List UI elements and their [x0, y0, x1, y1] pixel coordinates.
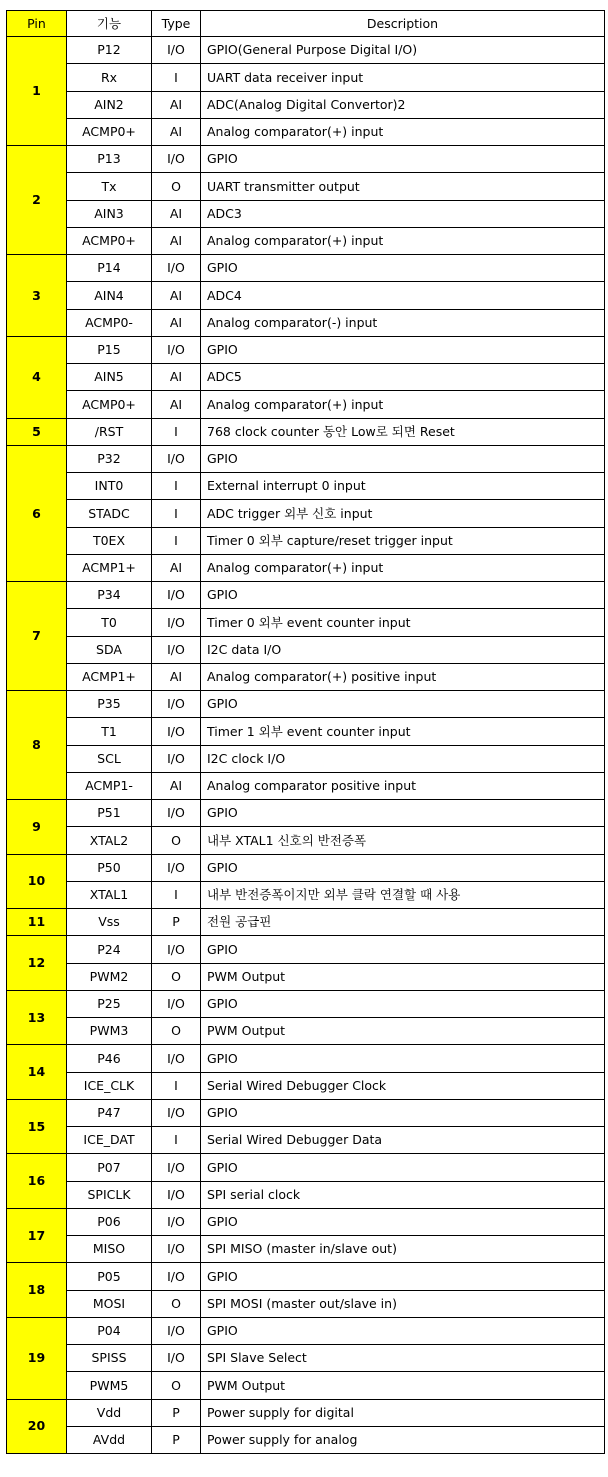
- description-cell: Serial Wired Debugger Clock: [201, 1072, 605, 1099]
- table-row: [7, 473, 605, 500]
- type-cell: P: [152, 909, 201, 936]
- table-row: [7, 1263, 605, 1290]
- description-cell: SPI MOSI (master out/slave in): [201, 1290, 605, 1317]
- table-row: [7, 227, 605, 254]
- description-cell: 내부 XTAL1 신호의 반전증폭: [201, 827, 605, 854]
- type-cell: P: [152, 1426, 201, 1453]
- function-cell: PWM3: [67, 1018, 152, 1045]
- description-cell: Analog comparator(+) input: [201, 554, 605, 581]
- function-cell: Rx: [67, 64, 152, 91]
- table-row: [7, 636, 605, 663]
- type-cell: I/O: [152, 936, 201, 963]
- table-row: [7, 800, 605, 827]
- type-cell: AI: [152, 364, 201, 391]
- table-row: [7, 1127, 605, 1154]
- table-row: [7, 255, 605, 282]
- function-cell: P13: [67, 146, 152, 173]
- function-cell: SDA: [67, 636, 152, 663]
- pin-number-cell: 3: [7, 255, 67, 337]
- header-type: Type: [152, 11, 201, 37]
- description-cell: Timer 0 외부 event counter input: [201, 609, 605, 636]
- description-cell: ADC trigger 외부 신호 input: [201, 500, 605, 527]
- pin-number-cell: 2: [7, 146, 67, 255]
- type-cell: I/O: [152, 636, 201, 663]
- function-cell: AIN5: [67, 364, 152, 391]
- type-cell: I: [152, 64, 201, 91]
- function-cell: STADC: [67, 500, 152, 527]
- type-cell: O: [152, 963, 201, 990]
- table-row: [7, 963, 605, 990]
- type-cell: O: [152, 827, 201, 854]
- type-cell: I/O: [152, 1263, 201, 1290]
- function-cell: Tx: [67, 173, 152, 200]
- type-cell: O: [152, 1372, 201, 1399]
- type-cell: I/O: [152, 1345, 201, 1372]
- description-cell: Analog comparator(+) input: [201, 391, 605, 418]
- type-cell: I/O: [152, 37, 201, 64]
- table-row: [7, 1181, 605, 1208]
- type-cell: I/O: [152, 1317, 201, 1344]
- function-cell: P07: [67, 1154, 152, 1181]
- pin-number-cell: 8: [7, 691, 67, 800]
- header-row: [7, 11, 605, 37]
- table-row: [7, 282, 605, 309]
- type-cell: AI: [152, 118, 201, 145]
- table-row: [7, 663, 605, 690]
- table-row: [7, 200, 605, 227]
- table-row: [7, 1072, 605, 1099]
- function-cell: P14: [67, 255, 152, 282]
- description-cell: Power supply for analog: [201, 1426, 605, 1453]
- header-description: Description: [201, 11, 605, 37]
- function-cell: INT0: [67, 473, 152, 500]
- table-row: [7, 827, 605, 854]
- table-row: [7, 445, 605, 472]
- description-cell: PWM Output: [201, 963, 605, 990]
- description-cell: 전원 공급핀: [201, 909, 605, 936]
- description-cell: GPIO: [201, 1263, 605, 1290]
- function-cell: P46: [67, 1045, 152, 1072]
- type-cell: AI: [152, 309, 201, 336]
- description-cell: GPIO: [201, 146, 605, 173]
- function-cell: ACMP1-: [67, 772, 152, 799]
- table-row: [7, 1426, 605, 1453]
- function-cell: SPICLK: [67, 1181, 152, 1208]
- pin-number-cell: 16: [7, 1154, 67, 1209]
- description-cell: GPIO: [201, 336, 605, 363]
- description-cell: Analog comparator(+) input: [201, 118, 605, 145]
- table-row: [7, 309, 605, 336]
- type-cell: I/O: [152, 718, 201, 745]
- description-cell: GPIO: [201, 1317, 605, 1344]
- table-row: [7, 1045, 605, 1072]
- table-row: [7, 1345, 605, 1372]
- description-cell: 768 clock counter 동안 Low로 되면 Reset: [201, 418, 605, 445]
- table-row: [7, 391, 605, 418]
- description-cell: GPIO: [201, 936, 605, 963]
- description-cell: ADC(Analog Digital Convertor)2: [201, 91, 605, 118]
- function-cell: PWM2: [67, 963, 152, 990]
- function-cell: XTAL2: [67, 827, 152, 854]
- pin-number-cell: 18: [7, 1263, 67, 1318]
- pin-number-cell: 19: [7, 1317, 67, 1399]
- table-row: [7, 936, 605, 963]
- type-cell: I/O: [152, 1154, 201, 1181]
- function-cell: ICE_DAT: [67, 1127, 152, 1154]
- description-cell: GPIO: [201, 990, 605, 1017]
- function-cell: ICE_CLK: [67, 1072, 152, 1099]
- header-function: 기능: [67, 11, 152, 37]
- type-cell: AI: [152, 200, 201, 227]
- type-cell: I/O: [152, 1181, 201, 1208]
- description-cell: Timer 0 외부 capture/reset trigger input: [201, 527, 605, 554]
- function-cell: P34: [67, 582, 152, 609]
- description-cell: I2C clock I/O: [201, 745, 605, 772]
- description-cell: Analog comparator(+) positive input: [201, 663, 605, 690]
- description-cell: ADC5: [201, 364, 605, 391]
- function-cell: T1: [67, 718, 152, 745]
- table-row: [7, 1018, 605, 1045]
- function-cell: ACMP0-: [67, 309, 152, 336]
- pin-number-cell: 17: [7, 1208, 67, 1263]
- type-cell: AI: [152, 391, 201, 418]
- function-cell: P24: [67, 936, 152, 963]
- table-row: [7, 609, 605, 636]
- table-row: [7, 1208, 605, 1235]
- type-cell: I/O: [152, 1099, 201, 1126]
- type-cell: I/O: [152, 255, 201, 282]
- pin-number-cell: 7: [7, 582, 67, 691]
- table-row: [7, 1372, 605, 1399]
- function-cell: SPISS: [67, 1345, 152, 1372]
- function-cell: P35: [67, 691, 152, 718]
- type-cell: I/O: [152, 609, 201, 636]
- table-row: [7, 146, 605, 173]
- type-cell: AI: [152, 91, 201, 118]
- table-row: [7, 1290, 605, 1317]
- table-row: [7, 582, 605, 609]
- description-cell: GPIO: [201, 1099, 605, 1126]
- function-cell: P06: [67, 1208, 152, 1235]
- type-cell: I/O: [152, 1208, 201, 1235]
- description-cell: GPIO: [201, 1208, 605, 1235]
- function-cell: MOSI: [67, 1290, 152, 1317]
- table-row: [7, 500, 605, 527]
- description-cell: I2C data I/O: [201, 636, 605, 663]
- description-cell: Power supply for digital: [201, 1399, 605, 1426]
- pin-number-cell: 20: [7, 1399, 67, 1454]
- function-cell: XTAL1: [67, 881, 152, 908]
- function-cell: P47: [67, 1099, 152, 1126]
- type-cell: I/O: [152, 745, 201, 772]
- description-cell: SPI Slave Select: [201, 1345, 605, 1372]
- pin-number-cell: 10: [7, 854, 67, 909]
- function-cell: P05: [67, 1263, 152, 1290]
- description-cell: Analog comparator(+) input: [201, 227, 605, 254]
- function-cell: ACMP0+: [67, 118, 152, 145]
- type-cell: O: [152, 1018, 201, 1045]
- type-cell: I: [152, 500, 201, 527]
- type-cell: P: [152, 1399, 201, 1426]
- description-cell: UART transmitter output: [201, 173, 605, 200]
- table-row: [7, 745, 605, 772]
- table-row: [7, 173, 605, 200]
- table-row: [7, 990, 605, 1017]
- table-row: [7, 718, 605, 745]
- type-cell: AI: [152, 663, 201, 690]
- description-cell: Serial Wired Debugger Data: [201, 1127, 605, 1154]
- description-cell: GPIO: [201, 445, 605, 472]
- pin-number-cell: 4: [7, 336, 67, 418]
- description-cell: SPI serial clock: [201, 1181, 605, 1208]
- description-cell: GPIO: [201, 1045, 605, 1072]
- type-cell: I/O: [152, 582, 201, 609]
- description-cell: GPIO: [201, 800, 605, 827]
- function-cell: P51: [67, 800, 152, 827]
- table-row: [7, 1099, 605, 1126]
- description-cell: GPIO: [201, 1154, 605, 1181]
- description-cell: UART data receiver input: [201, 64, 605, 91]
- type-cell: AI: [152, 282, 201, 309]
- table-row: [7, 909, 605, 936]
- type-cell: I/O: [152, 445, 201, 472]
- table-body: [7, 37, 605, 1454]
- function-cell: ACMP0+: [67, 227, 152, 254]
- function-cell: AIN4: [67, 282, 152, 309]
- pin-number-cell: 14: [7, 1045, 67, 1100]
- table-row: [7, 364, 605, 391]
- function-cell: Vdd: [67, 1399, 152, 1426]
- type-cell: I: [152, 1127, 201, 1154]
- description-cell: ADC4: [201, 282, 605, 309]
- description-cell: Analog comparator positive input: [201, 772, 605, 799]
- description-cell: ADC3: [201, 200, 605, 227]
- table-row: [7, 336, 605, 363]
- description-cell: GPIO(General Purpose Digital I/O): [201, 37, 605, 64]
- description-cell: PWM Output: [201, 1018, 605, 1045]
- type-cell: O: [152, 1290, 201, 1317]
- type-cell: AI: [152, 227, 201, 254]
- function-cell: MISO: [67, 1236, 152, 1263]
- function-cell: P25: [67, 990, 152, 1017]
- pin-number-cell: 12: [7, 936, 67, 991]
- function-cell: P15: [67, 336, 152, 363]
- description-cell: SPI MISO (master in/slave out): [201, 1236, 605, 1263]
- function-cell: T0EX: [67, 527, 152, 554]
- table-row: [7, 772, 605, 799]
- function-cell: T0: [67, 609, 152, 636]
- function-cell: ACMP1+: [67, 554, 152, 581]
- function-cell: Vss: [67, 909, 152, 936]
- function-cell: SCL: [67, 745, 152, 772]
- pin-number-cell: 9: [7, 800, 67, 855]
- table-row: [7, 554, 605, 581]
- description-cell: External interrupt 0 input: [201, 473, 605, 500]
- function-cell: P12: [67, 37, 152, 64]
- table-row: [7, 1399, 605, 1426]
- type-cell: I/O: [152, 1236, 201, 1263]
- pin-number-cell: 11: [7, 909, 67, 936]
- type-cell: I: [152, 881, 201, 908]
- function-cell: ACMP1+: [67, 663, 152, 690]
- pin-number-cell: 5: [7, 418, 67, 445]
- type-cell: I/O: [152, 691, 201, 718]
- table-row: [7, 91, 605, 118]
- pin-number-cell: 6: [7, 445, 67, 581]
- description-cell: Analog comparator(-) input: [201, 309, 605, 336]
- description-cell: GPIO: [201, 854, 605, 881]
- table-row: [7, 37, 605, 64]
- table-row: [7, 881, 605, 908]
- function-cell: PWM5: [67, 1372, 152, 1399]
- pin-number-cell: 13: [7, 990, 67, 1045]
- function-cell: P50: [67, 854, 152, 881]
- type-cell: I/O: [152, 336, 201, 363]
- table-row: [7, 1236, 605, 1263]
- table-row: [7, 418, 605, 445]
- description-cell: 내부 반전증폭이지만 외부 클락 연결할 때 사용: [201, 881, 605, 908]
- description-cell: GPIO: [201, 582, 605, 609]
- table-row: [7, 118, 605, 145]
- pin-description-table: [6, 10, 605, 1454]
- type-cell: I: [152, 527, 201, 554]
- pin-number-cell: 1: [7, 37, 67, 146]
- type-cell: O: [152, 173, 201, 200]
- function-cell: ACMP0+: [67, 391, 152, 418]
- type-cell: I: [152, 1072, 201, 1099]
- description-cell: PWM Output: [201, 1372, 605, 1399]
- type-cell: I/O: [152, 854, 201, 881]
- type-cell: I/O: [152, 990, 201, 1017]
- description-cell: GPIO: [201, 255, 605, 282]
- type-cell: I: [152, 473, 201, 500]
- table-row: [7, 1317, 605, 1344]
- type-cell: AI: [152, 772, 201, 799]
- function-cell: AIN3: [67, 200, 152, 227]
- function-cell: P32: [67, 445, 152, 472]
- table-row: [7, 527, 605, 554]
- function-cell: AVdd: [67, 1426, 152, 1453]
- type-cell: I/O: [152, 146, 201, 173]
- table-row: [7, 691, 605, 718]
- description-cell: GPIO: [201, 691, 605, 718]
- type-cell: I/O: [152, 800, 201, 827]
- type-cell: AI: [152, 554, 201, 581]
- function-cell: /RST: [67, 418, 152, 445]
- type-cell: I: [152, 418, 201, 445]
- function-cell: P04: [67, 1317, 152, 1344]
- table-header: [7, 11, 605, 37]
- description-cell: Timer 1 외부 event counter input: [201, 718, 605, 745]
- table-row: [7, 64, 605, 91]
- function-cell: AIN2: [67, 91, 152, 118]
- pin-number-cell: 15: [7, 1099, 67, 1154]
- type-cell: I/O: [152, 1045, 201, 1072]
- table-row: [7, 854, 605, 881]
- header-pin: Pin: [7, 11, 67, 37]
- table-row: [7, 1154, 605, 1181]
